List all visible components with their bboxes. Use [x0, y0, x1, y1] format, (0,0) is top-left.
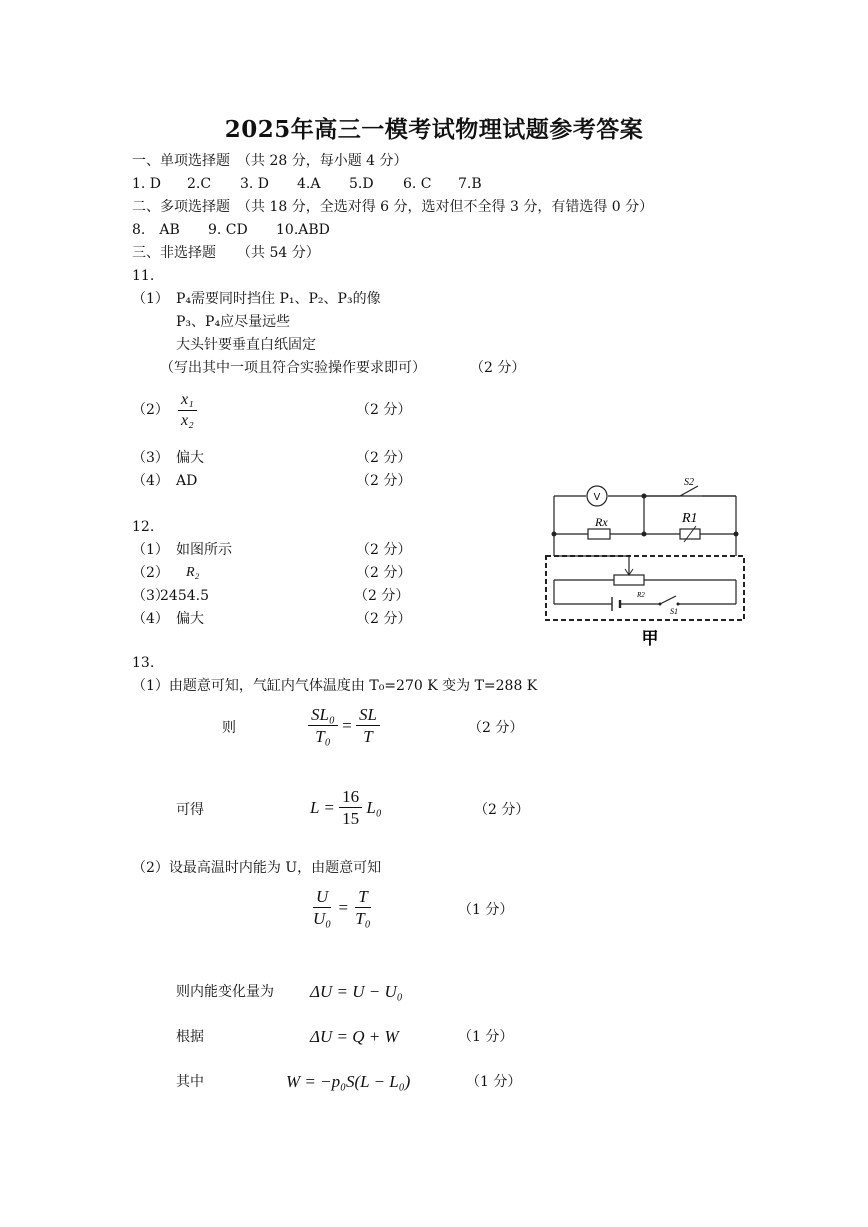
s2-label: S2	[684, 477, 694, 488]
q11-p1-line2: P₃、P₄应尽量远些	[176, 314, 291, 330]
eq2-rhs: L₀	[366, 798, 382, 817]
answer-4: 4.A	[297, 176, 321, 192]
r2-potentiometer	[614, 575, 644, 585]
eq2-num: 16	[339, 788, 362, 808]
q11-p3-label: （3）	[132, 450, 169, 466]
q13-eq6: W = −p₀S(L − L₀)	[286, 1072, 411, 1091]
q13-eq3: $\frac{U}{\text{U₀}}$ = $\frac{T}{\text{T₀}}$	[310, 888, 374, 927]
q11-p2-score: （2 分）	[356, 402, 412, 418]
q11-number: 11.	[132, 268, 155, 284]
q13-basis-label: 根据	[176, 1029, 204, 1045]
eq1-right-num: SL	[356, 706, 380, 726]
eq3-right-den: T₀	[355, 909, 371, 928]
q12-p1-score: （2 分）	[356, 542, 412, 558]
q11-p3-answer: 偏大	[176, 450, 204, 466]
diagram-caption: 甲	[641, 629, 659, 649]
answer-1: 1. D	[132, 176, 162, 192]
circuit-diagram	[540, 476, 750, 654]
answer-6: 6. C	[403, 176, 432, 192]
q12-number: 12.	[132, 519, 155, 535]
q13-get-label: 可得	[176, 802, 204, 818]
answer-3: 3. D	[240, 176, 270, 192]
q12-p3-score: （2 分）	[354, 588, 410, 604]
fraction-numerator: x₁	[178, 392, 197, 411]
q13-eq2	[310, 788, 382, 827]
dashed-box	[546, 556, 744, 620]
section-heading-multi: 二、多项选择题 （共 18 分，全选对得 6 分，选对但不全得 3 分，有错选得 0 分）	[132, 199, 654, 215]
q11-p1-score: （2 分）	[470, 360, 526, 376]
q13-eq5-score: （1 分）	[458, 1029, 514, 1045]
answer-5: 5.D	[349, 176, 374, 192]
q13-eq3-score: （1 分）	[458, 902, 514, 918]
eq1-right-den: T	[363, 727, 373, 746]
answer-9: 9. CD	[208, 222, 248, 238]
q13-then-label: 则	[222, 720, 236, 736]
answer-7: 7.B	[458, 176, 482, 192]
q13-p2-intro: （2）设最高温时内能为 U，由题意可知	[132, 860, 382, 876]
q11-p1-label: （1）	[132, 291, 169, 307]
q12-p2-answer: R₂	[186, 565, 200, 580]
answer-10: 10.ABD	[276, 222, 330, 238]
voltmeter-label: V	[593, 492, 601, 503]
r1-label: R1	[682, 511, 698, 526]
q13-eq2-score: （2 分）	[474, 802, 530, 818]
q11-p3-score: （2 分）	[356, 450, 412, 466]
q13-eq1-score: （2 分）	[468, 720, 524, 736]
q11-p2-label: （2）	[132, 402, 169, 418]
q13-eq1: $\frac{\text{SL₀}}{\text{T₀}}$ = $\frac{SL}{T}$	[308, 706, 380, 745]
answer-2: 2.C	[187, 176, 212, 192]
eq3-right-num: T	[355, 888, 370, 908]
q12-p2-label: （2）	[132, 565, 169, 581]
eq1-left-num: SL₀	[308, 706, 338, 726]
q12-p1-label: （1）	[132, 542, 169, 558]
q13-delta-label: 则内能变化量为	[176, 984, 274, 1000]
rx-resistor	[588, 529, 610, 539]
eq2-lhs: L =	[310, 798, 335, 817]
q13-number: 13.	[132, 655, 155, 671]
q13-where-label: 其中	[176, 1074, 204, 1090]
q12-p3-label: （3）	[132, 588, 169, 604]
q13-eq6-score: （1 分）	[466, 1074, 522, 1090]
q11-p1-line3: 大头针要垂直白纸固定	[176, 337, 316, 353]
section-heading-single: 一、单项选择题 （共 28 分，每小题 4 分）	[132, 153, 408, 169]
q13-eq4: ΔU = U − U₀	[310, 982, 403, 1001]
q13-eq5: ΔU = Q + W	[310, 1027, 399, 1046]
eq3-left-den: U₀	[313, 909, 332, 928]
page-title: 2025年高三一模考试物理试题参考答案	[224, 116, 644, 143]
q12-p2-score: （2 分）	[356, 565, 412, 581]
eq3-left-num: U	[313, 888, 331, 908]
eq2-den: 15	[342, 809, 360, 828]
q11-p4-score: （2 分）	[356, 473, 412, 489]
q11-p4-label: （4）	[132, 473, 169, 489]
q12-p3-answer: 2454.5	[160, 588, 209, 604]
eq1-left-den: T₀	[315, 727, 331, 746]
q12-p4-label: （4）	[132, 611, 169, 627]
section-heading-nonchoice: 三、非选择题 （共 54 分）	[132, 245, 320, 261]
q11-p1-line1: P₄需要同时挡住 P₁、P₂、P₃的像	[176, 291, 381, 307]
q11-p1-line4: （写出其中一项且符合实验操作要求即可）	[160, 360, 426, 376]
q12-p4-answer: 偏大	[176, 611, 204, 627]
answer-8: 8. AB	[132, 222, 180, 238]
q12-p4-score: （2 分）	[356, 611, 412, 627]
q11-p2-fraction	[178, 392, 197, 429]
q13-p1-intro: （1）由题意可知，气缸内气体温度由 T₀=270 K 变为 T=288 K	[132, 678, 538, 694]
fraction-denominator: x₂	[181, 412, 194, 429]
s1-label: S1	[670, 607, 678, 616]
q12-p1-answer: 如图所示	[176, 542, 232, 558]
q11-p4-answer: AD	[176, 473, 198, 489]
rx-label: Rx	[595, 515, 608, 529]
r2-label: R2	[637, 591, 645, 599]
